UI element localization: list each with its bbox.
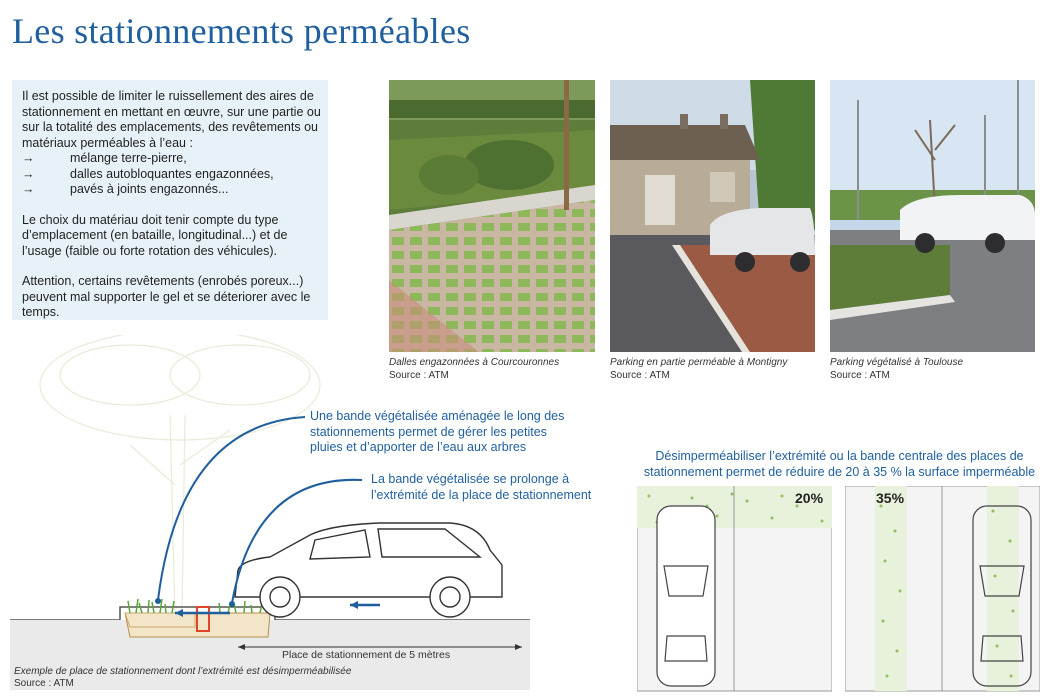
photo-courcouronnes (389, 80, 595, 352)
list-item: → mélange terre-pierre, (22, 151, 187, 165)
page-title: Les stationnements perméables (12, 11, 471, 51)
material-list (22, 151, 322, 198)
photo-caption: Parking en partie perméable à Montigny Source : ATM (610, 357, 788, 381)
diagram-caption: Exemple de place de stationnement dont l’extrémité est désimperméabilisée Source : ATM (14, 666, 352, 689)
percent-label-end: 20% (795, 490, 824, 506)
parking-cross-section-diagram (10, 335, 530, 695)
dimension-label: Place de stationnement de 5 mètres (282, 649, 451, 661)
photo-caption: Dalles engazonnées à Courcouronnes Source : ATM (389, 357, 560, 381)
parking-center-strip-diagram (845, 486, 1040, 696)
list-item: → dalles autobloquantes engazonnées, (22, 166, 274, 181)
arrow-icon: → (22, 182, 35, 196)
callout-strip-extension: La bande végétalisée se prolonge à l’extrémité de la place de stationnement (371, 472, 592, 502)
parking-end-strip-diagram (637, 486, 832, 696)
list-item: → pavés à joints engazonnés... (22, 182, 229, 196)
arrow-icon: → (22, 166, 35, 181)
intro-paragraph-1: Il est possible de limiter le ruissellement des aires de stationnement en mettant en œuvre, sur une partie ou sur la totalité des emplacements, des revêtements ou matériaux perméables à l’eau : (22, 89, 321, 150)
car-icon (235, 523, 502, 617)
arrow-icon: → (22, 151, 35, 165)
grass-icon (128, 599, 262, 613)
intro-paragraph-2: Le choix du matériau doit tenir compte du type d’emplacement (en bataille, longitudinal...) et de l’usage (faible ou forte rotation des véhicules). (22, 212, 288, 258)
car-top-view-icon (657, 506, 715, 686)
intro-paragraph-3: Attention, certains revêtements (enrobés poreux...) peuvent mal supporter le gel et se déteriorer avec le temps. (22, 274, 311, 319)
right-diagram-caption: Désimperméabiliser l’extrémité ou la bande centrale des places de stationnement permet de réduire de 20 à 35 % la surface imperméable (643, 449, 1036, 479)
photo-montigny (610, 80, 815, 352)
photo-caption: Parking végétalisé à Toulouse Source : ATM (830, 357, 964, 381)
percent-label-center: 35% (876, 490, 905, 506)
photo-toulouse (830, 80, 1035, 352)
intro-text (22, 89, 322, 321)
callout-vegetated-strip: Une bande végétalisée aménagée le long des stationnements permet de gérer les petites pluies et d’apporter de l’eau aux arbres (310, 409, 565, 454)
